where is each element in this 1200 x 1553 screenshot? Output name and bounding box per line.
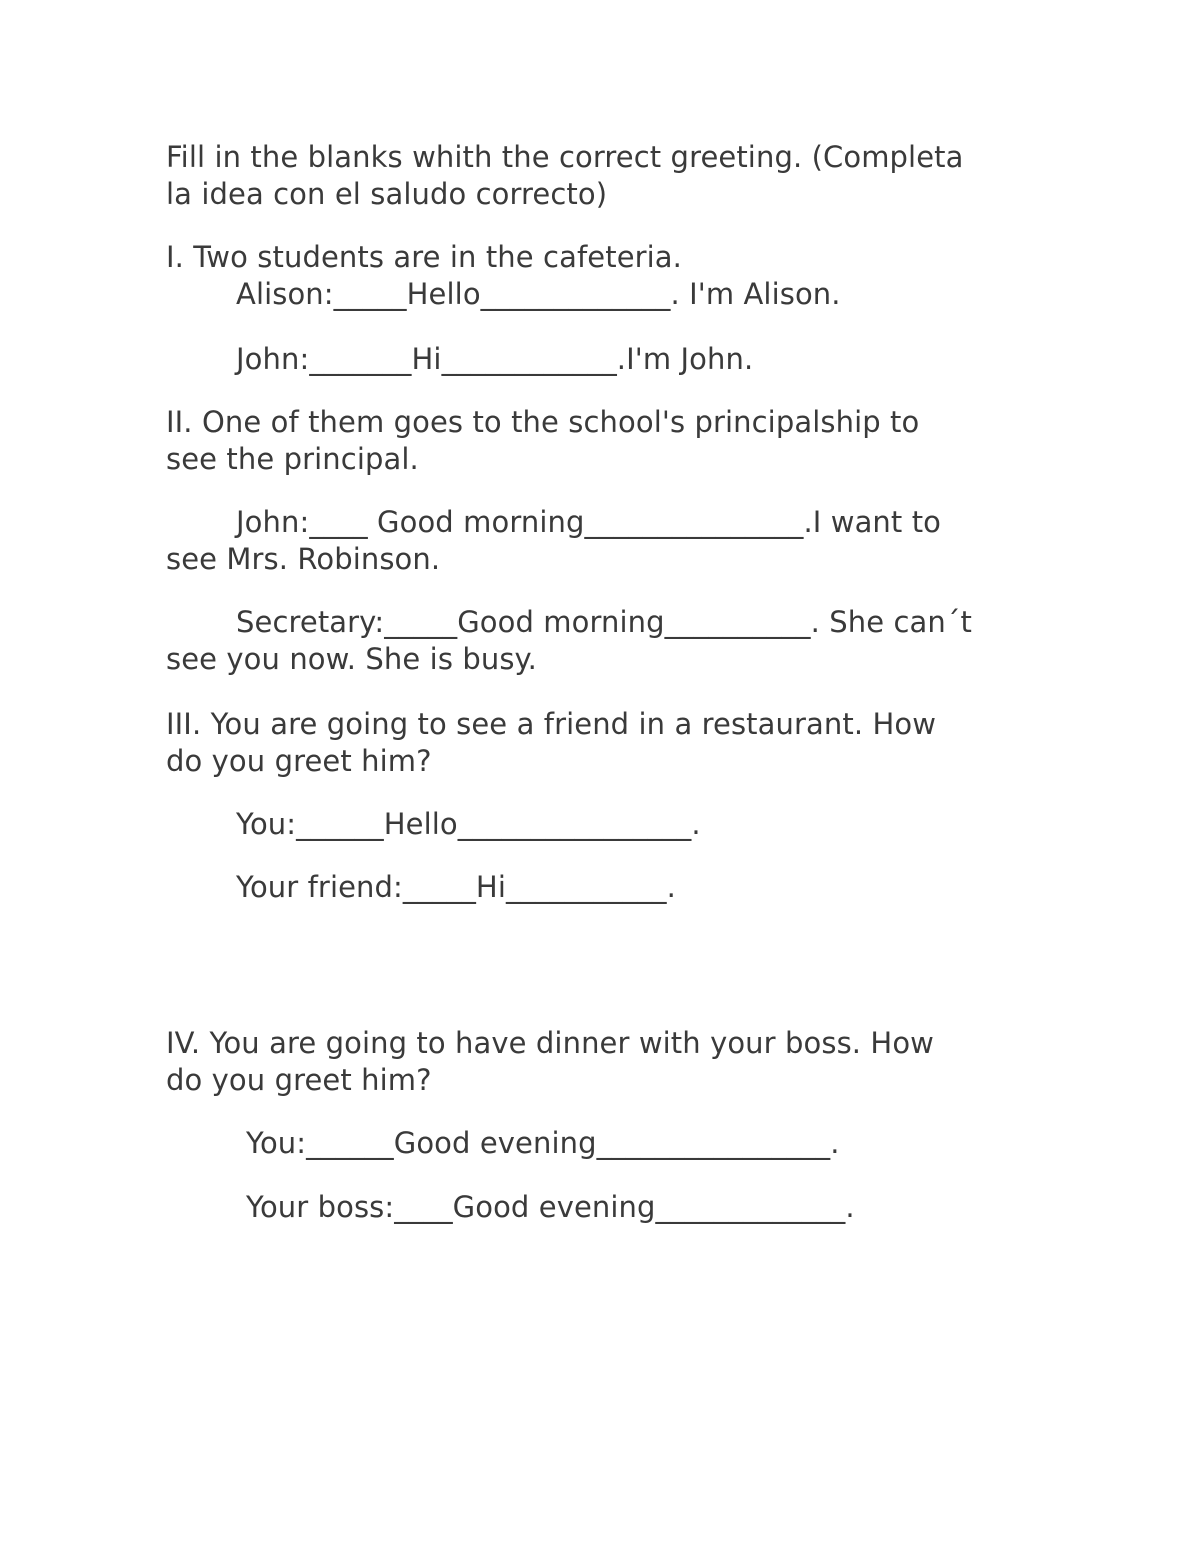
section-1-john-line: John:_______Hi____________.I'm John. (236, 342, 754, 376)
section-4-you-line: You:______Good evening________________. (246, 1126, 840, 1160)
section-4-heading-line-2: do you greet him? (166, 1063, 432, 1097)
instructions-line-2: la idea con el saludo correcto) (166, 177, 608, 211)
section-3-friend-line: Your friend:_____Hi___________. (236, 870, 676, 904)
instructions-line-1: Fill in the blanks whith the correct greeting. (Completa (166, 140, 964, 174)
section-4-heading-line-1: IV. You are going to have dinner with your boss. How (166, 1026, 934, 1060)
section-2-heading-line-2: see the principal. (166, 442, 419, 476)
section-2-john-line-2: see Mrs. Robinson. (166, 542, 441, 576)
section-3-heading-line-1: III. You are going to see a friend in a restaurant. How (166, 707, 937, 741)
section-3-heading-line-2: do you greet him? (166, 744, 432, 778)
section-2-secretary-line-1: Secretary:_____Good morning__________. She can´t (236, 605, 972, 639)
section-1-heading: I. Two students are in the cafeteria. (166, 240, 682, 274)
section-3-you-line: You:______Hello________________. (236, 807, 701, 841)
section-2-john-line-1: John:____ Good morning_______________.I want to (236, 505, 942, 539)
section-2-heading-line-1: II. One of them goes to the school's principalship to (166, 405, 920, 439)
section-2-secretary-line-2: see you now. She is busy. (166, 642, 538, 676)
section-1-alison-line: Alison:_____Hello_____________. I'm Alison. (236, 277, 841, 311)
section-4-boss-line: Your boss:____Good evening_____________. (246, 1190, 855, 1224)
